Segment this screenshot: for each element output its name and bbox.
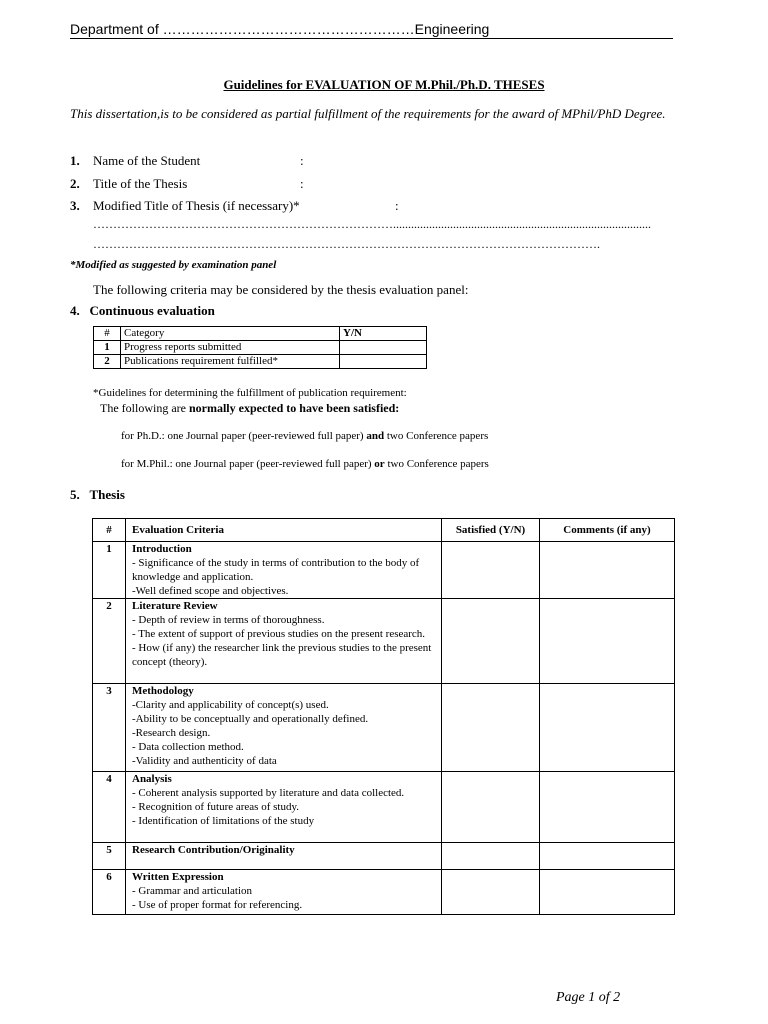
table-row — [93, 684, 675, 772]
table-row — [94, 355, 427, 369]
guidelines-expected: The following are normally expected to have been satisfied: — [100, 401, 400, 415]
document-title: Guidelines for EVALUATION OF M.Phil./Ph.D. THESES — [223, 77, 545, 92]
criteria-line: - Coherent analysis supported by literature and data collected. — [132, 787, 405, 799]
comments-cell[interactable] — [540, 599, 675, 684]
field-colon: : — [300, 153, 304, 168]
satisfied-cell[interactable] — [442, 542, 540, 599]
section-5-heading: 5. Thesis — [70, 487, 125, 502]
mphil-requirement: for M.Phil.: one Journal paper (peer-reviewed full paper) or two Conference papers — [121, 458, 489, 470]
criteria-line: -Validity and authenticity of data — [132, 755, 277, 767]
comments-cell[interactable] — [540, 772, 675, 843]
criteria-cell — [126, 542, 442, 599]
table-row — [93, 599, 675, 684]
criteria-line: - Data collection method. — [132, 741, 244, 753]
dotted-line: …………………………………………………………………...................................................................................... — [93, 217, 651, 231]
criteria-title: Analysis — [132, 773, 172, 785]
field-label-title: Title of the Thesis — [93, 176, 188, 191]
row-num: 2 — [93, 599, 126, 684]
criteria-intro: The following criteria may be considered by the thesis evaluation panel: — [93, 282, 469, 297]
table-header-row — [93, 519, 675, 542]
table-row — [93, 843, 675, 870]
table-header-row — [94, 327, 427, 341]
table-row — [93, 542, 675, 599]
row-num: 1 — [93, 542, 126, 599]
criteria-line: -Clarity and applicability of concept(s) used. — [132, 699, 329, 711]
satisfied-cell[interactable] — [442, 772, 540, 843]
dotted-line: ………………………………………………………………………………………………………………. — [93, 237, 600, 251]
criteria-cell — [126, 870, 442, 915]
satisfied-cell[interactable] — [442, 870, 540, 915]
field-label-student: Name of the Student — [93, 153, 201, 168]
header-cell: Comments (if any) — [540, 519, 675, 542]
header-cell: Category — [121, 327, 340, 341]
header-cell: Satisfied (Y/N) — [442, 519, 540, 542]
header-cell: Y/N — [340, 327, 427, 341]
row-category: Progress reports submitted — [121, 341, 340, 355]
criteria-cell — [126, 599, 442, 684]
comments-cell[interactable] — [540, 870, 675, 915]
criteria-title: Methodology — [132, 685, 194, 697]
criteria-line: - Recognition of future areas of study. — [132, 801, 299, 813]
row-num: 1 — [94, 341, 121, 355]
row-yn[interactable] — [340, 341, 427, 355]
criteria-line: - Use of proper format for referencing. — [132, 899, 303, 911]
guidelines-line: *Guidelines for determining the fulfillment of publication requirement: — [93, 387, 407, 399]
criteria-line: -Well defined scope and objectives. — [132, 585, 289, 597]
table-row — [93, 870, 675, 915]
field-colon: : — [395, 198, 399, 213]
header-cell: # — [94, 327, 121, 341]
header-cell: Evaluation Criteria — [126, 519, 442, 542]
criteria-line: - How (if any) the researcher link the previous studies to the present concept (theory). — [132, 642, 432, 668]
satisfied-cell[interactable] — [442, 843, 540, 870]
header-cell: # — [93, 519, 126, 542]
department-header: Department of ………………………………………………Engineering — [70, 21, 673, 39]
criteria-line: - Significance of the study in terms of contribution to the body of knowledge and application. — [132, 557, 420, 583]
criteria-line: -Ability to be conceptually and operationally defined. — [132, 713, 369, 725]
criteria-title: Introduction — [132, 543, 192, 555]
phd-requirement: for Ph.D.: one Journal paper (peer-reviewed full paper) and two Conference papers — [121, 430, 489, 442]
field-colon: : — [300, 176, 304, 191]
row-yn[interactable] — [340, 355, 427, 369]
thesis-evaluation-table — [92, 518, 675, 915]
criteria-cell — [126, 684, 442, 772]
row-num: 6 — [93, 870, 126, 915]
table-row — [93, 772, 675, 843]
field-num: 2. — [70, 176, 80, 191]
section-4-heading: 4. Continuous evaluation — [70, 303, 215, 318]
satisfied-cell[interactable] — [442, 684, 540, 772]
criteria-title: Written Expression — [132, 871, 224, 883]
comments-cell[interactable] — [540, 684, 675, 772]
field-num: 3. — [70, 198, 80, 213]
row-num: 4 — [93, 772, 126, 843]
continuous-evaluation-table — [93, 326, 427, 369]
row-num: 3 — [93, 684, 126, 772]
criteria-cell — [126, 843, 442, 870]
criteria-line: -Research design. — [132, 727, 211, 739]
comments-cell[interactable] — [540, 542, 675, 599]
satisfied-cell[interactable] — [442, 599, 540, 684]
row-num: 2 — [94, 355, 121, 369]
row-num: 5 — [93, 843, 126, 870]
criteria-title: Literature Review — [132, 600, 218, 612]
criteria-line: - Depth of review in terms of thoroughness. — [132, 614, 325, 626]
field-num: 1. — [70, 153, 80, 168]
intro-text: This dissertation,is to be considered as partial fulfillment of the requirements for the award of MPhil/PhD Degree. — [70, 106, 666, 121]
comments-cell[interactable] — [540, 843, 675, 870]
row-category: Publications requirement fulfilled* — [121, 355, 340, 369]
page-number: Page 1 of 2 — [556, 990, 621, 1005]
table-row — [94, 341, 427, 355]
criteria-line: - Identification of limitations of the study — [132, 815, 315, 827]
criteria-cell — [126, 772, 442, 843]
criteria-line: - The extent of support of previous studies on the present research. — [132, 628, 426, 640]
field-label-modified-title: Modified Title of Thesis (if necessary)* — [93, 198, 300, 213]
modified-note: *Modified as suggested by examination panel — [70, 259, 277, 271]
criteria-title: Research Contribution/Originality — [132, 844, 295, 856]
criteria-line: - Grammar and articulation — [132, 885, 253, 897]
